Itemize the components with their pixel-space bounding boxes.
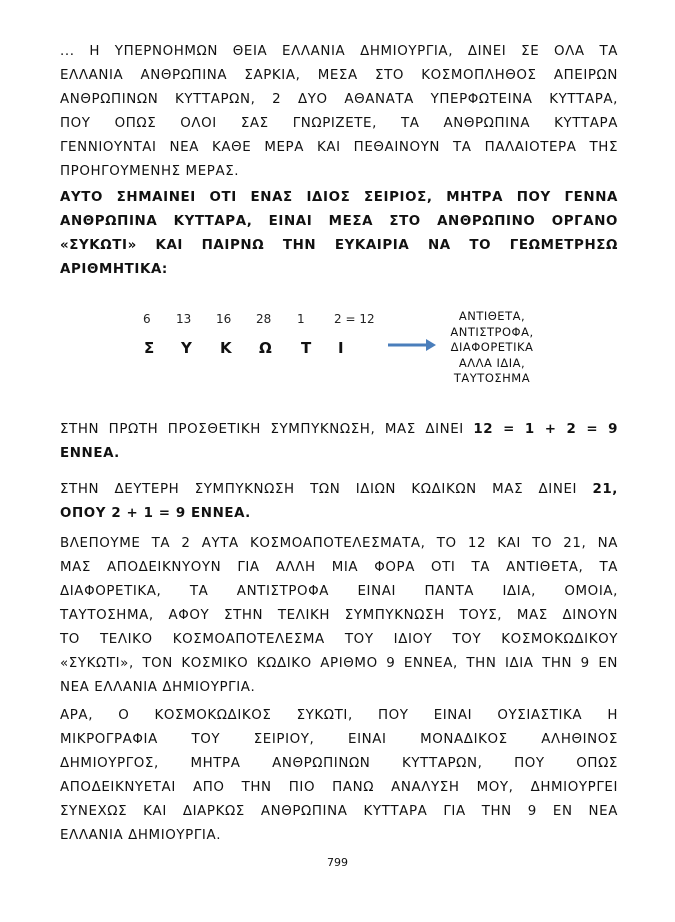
- text-segment: ΒΛΕΠΟΥΜΕ ΤΑ 2 ΑΥΤΑ ΚΟΣΜΟΑΠΟΤΕΛΕΣΜΑΤΑ, ΤΟ 12 ΚΑΙ ΤΟ 21, ΝΑ: [60, 536, 618, 551]
- text-line: [60, 580, 618, 604]
- text-segment: ΓΕΝΝΙΟΥΝΤΑΙ ΝΕΑ ΚΑΘΕ ΜΕΡΑ ΚΑΙ ΠΕΘΑΙΝΟΥΝ ΤΑ ΠΑΛΑΙΟΤΕΡΑ ΤΗΣ: [60, 140, 618, 155]
- result-line: ΑΝΤΙΣΤΡΟΦΑ,: [450, 324, 534, 339]
- text-segment: ΤΑΥΤΟΣΗΜΑ, ΑΦΟΥ ΣΤΗΝ ΤΕΛΙΚΗ ΣΥΜΠΥΚΝΩΣΗ ΤΟΥΣ, ΜΑΣ ΔΙΝΟΥΝ: [60, 608, 618, 623]
- number-label: 28: [256, 312, 272, 326]
- text-line: [60, 776, 618, 800]
- letter-label: Σ: [144, 339, 155, 357]
- text-segment: ΔΗΜΙΟΥΡΓΟΣ, ΜΗΤΡΑ ΑΝΘΡΩΠΙΝΩΝ ΚΥΤΤΑΡΩΝ, ΠΟΥ ΟΠΩΣ: [60, 756, 618, 771]
- text-segment: ... Η ΥΠΕΡΝΟΗΜΩΝ ΘΕΙΑ ΕΛΛΑΝΙΑ ΔΗΜΙΟΥΡΓΙΑ, ΔΙΝΕΙ ΣΕ ΟΛΑ ΤΑ: [60, 44, 618, 59]
- number-label: 13: [176, 312, 192, 326]
- page-number: 799: [327, 856, 348, 869]
- text-segment: ΑΥΤΟ ΣΗΜΑΙΝΕΙ ΟΤΙ ΕΝΑΣ ΙΔΙΟΣ ΣΕΙΡΙΟΣ, ΜΗΤΡΑ ΠΟΥ ΓΕΝΝΑ: [60, 190, 618, 205]
- text-line: [60, 604, 618, 628]
- paragraph: [60, 418, 618, 466]
- result-line: ΔΙΑΦΟΡΕΤΙΚΑ: [450, 340, 534, 354]
- text-line: [60, 258, 618, 282]
- text-segment: ΤΟ ΤΕΛΙΚΟ ΚΟΣΜΟΑΠΟΤΕΛΕΣΜΑ ΤΟΥ ΙΔΙΟΥ ΤΟΥ ΚΟΣΜΟΚΩΔΙΚΟΥ: [60, 632, 618, 647]
- result-line: ΑΛΛΑ ΙΔΙΑ,: [458, 355, 526, 370]
- text-segment: ΑΠΟΔΕΙΚΝΥΕΤΑΙ ΑΠΟ ΤΗΝ ΠΙΟ ΠΑΝΩ ΑΝΑΛΥΣΗ ΜΟΥ, ΔΗΜΙΟΥΡΓΕΙ: [60, 780, 618, 795]
- text-segment: ΜΙΚΡΟΓΡΑΦΙΑ ΤΟΥ ΣΕΙΡΙΟΥ, ΕΙΝΑΙ ΜΟΝΑΔΙΚΟΣ ΑΛΗΘΙΝΟΣ: [60, 732, 618, 747]
- text-segment: ΠΟΥ ΟΠΩΣ ΟΛΟΙ ΣΑΣ ΓΝΩΡΙΖΕΤΕ, ΤΑ ΑΝΘΡΩΠΙΝΑ ΚΥΤΤΑΡΑ: [60, 116, 618, 131]
- text-segment: ΕΛΛΑΝΙΑ ΔΗΜΙΟΥΡΓΙΑ.: [60, 828, 222, 843]
- text-segment: ΑΝΘΡΩΠΙΝΑ ΚΥΤΤΑΡΑ, ΕΙΝΑΙ ΜΕΣΑ ΣΤΟ ΑΝΘΡΩΠΙΝΟ ΟΡΓΑΝΟ: [60, 214, 618, 229]
- text-line: [60, 186, 618, 210]
- text-segment: ΔΙΑΦΟΡΕΤΙΚΑ, ΤΑ ΑΝΤΙΣΤΡΟΦΑ ΕΙΝΑΙ ΠΑΝΤΑ ΙΔΙΑ, ΟΜΟΙΑ,: [60, 584, 618, 599]
- paragraph: [60, 478, 618, 526]
- text-line: [60, 418, 618, 442]
- paragraph: [60, 186, 618, 282]
- text-line: [60, 824, 618, 848]
- number-label: 2 = 12: [334, 312, 375, 326]
- text-segment: 21,: [592, 482, 618, 497]
- text-line: [60, 752, 618, 776]
- text-line: [60, 728, 618, 752]
- text-segment: «ΣΥΚΩΤΙ» ΚΑΙ ΠΑΙΡΝΩ ΤΗΝ ΕΥΚΑΙΡΙΑ ΝΑ ΤΟ ΓΕΩΜΕΤΡΗΣΩ: [60, 238, 618, 253]
- text-segment: 12 = 1 + 2 = 9: [473, 422, 618, 437]
- text-line: [60, 704, 618, 728]
- text-segment: ΑΝΘΡΩΠΙΝΩΝ ΚΥΤΤΑΡΩΝ, 2 ΔΥΟ ΑΘΑΝΑΤΑ ΥΠΕΡΦΩΤΕΙΝΑ ΚΥΤΤΑΡΑ,: [60, 92, 618, 107]
- text-line: [60, 532, 618, 556]
- paragraph: [60, 40, 618, 184]
- text-line: [60, 64, 618, 88]
- text-segment: «ΣΥΚΩΤΙ», ΤΟΝ ΚΟΣΜΙΚΟ ΚΩΔΙΚΟ ΑΡΙΘΜΟ 9 ΕΝΝΕΑ, ΤΗΝ ΙΔΙΑ ΤΗΝ 9 ΕΝ: [60, 656, 618, 671]
- result-text: [412, 309, 572, 387]
- text-line: [60, 628, 618, 652]
- text-line: [60, 88, 618, 112]
- text-segment: ΝΕΑ ΕΛΛΑΝΙΑ ΔΗΜΙΟΥΡΓΙΑ.: [60, 680, 256, 695]
- letter-label: Υ: [181, 339, 192, 357]
- paragraph: [60, 532, 618, 700]
- text-line: [60, 234, 618, 258]
- text-line: [60, 502, 618, 526]
- text-segment: ΑΡΙΘΜΗΤΙΚΑ:: [60, 262, 168, 277]
- text-segment: ΣΤΗΝ ΔΕΥΤΕΡΗ ΣΥΜΠΥΚΝΩΣΗ ΤΩΝ ΙΔΙΩΝ ΚΩΔΙΚΩΝ ΜΑΣ ΔΙΝΕΙ: [60, 482, 593, 497]
- text-segment: ΜΑΣ ΑΠΟΔΕΙΚΝΥΟΥΝ ΓΙΑ ΑΛΛΗ ΜΙΑ ΦΟΡΑ ΟΤΙ ΤΑ ΑΝΤΙΘΕΤΑ, ΤΑ: [60, 560, 618, 575]
- letter-label: Κ: [220, 339, 232, 357]
- text-line: [60, 676, 618, 700]
- text-segment: ΕΝΝΕΑ.: [60, 446, 120, 461]
- text-segment: ΕΛΛΑΝΙΑ ΑΝΘΡΩΠΙΝΑ ΣΑΡΚΙΑ, ΜΕΣΑ ΣΤΟ ΚΟΣΜΟΠΛΗΘΟΣ ΑΠΕΙΡΩΝ: [60, 68, 618, 83]
- result-line: ΑΝΤΙΘΕΤΑ,: [458, 309, 526, 323]
- text-segment: ΑΡΑ, Ο ΚΟΣΜΟΚΩΔΙΚΟΣ ΣΥΚΩΤΙ, ΠΟΥ ΕΙΝΑΙ ΟΥΣΙΑΣΤΙΚΑ Η: [60, 708, 618, 723]
- text-line: [60, 210, 618, 234]
- text-line: [60, 136, 618, 160]
- text-line: [60, 652, 618, 676]
- number-label: 6: [143, 312, 151, 326]
- text-line: [60, 40, 618, 64]
- paragraph: [60, 704, 618, 848]
- text-segment: ΟΠΟΥ 2 + 1 = 9 ΕΝΝΕΑ.: [60, 506, 251, 521]
- text-line: [60, 478, 618, 502]
- text-segment: ΠΡΟΗΓΟΥΜΕΝΗΣ ΜΕΡΑΣ.: [60, 164, 240, 179]
- text-line: [60, 556, 618, 580]
- text-line: [60, 112, 618, 136]
- text-line: [60, 442, 618, 466]
- letter-label: Τ: [301, 339, 312, 357]
- letter-label: Ι: [338, 339, 344, 357]
- number-label: 1: [297, 312, 305, 326]
- text-line: [60, 160, 618, 184]
- number-label: 16: [216, 312, 232, 326]
- result-line: ΤΑΥΤΟΣΗΜΑ: [453, 371, 531, 385]
- text-segment: ΣΥΝΕΧΩΣ ΚΑΙ ΔΙΑΡΚΩΣ ΑΝΘΡΩΠΙΝΑ ΚΥΤΤΑΡΑ ΓΙΑ ΤΗΝ 9 ΕΝ ΝΕΑ: [60, 804, 618, 819]
- text-line: [60, 800, 618, 824]
- letter-label: Ω: [259, 339, 272, 357]
- text-segment: ΣΤΗΝ ΠΡΩΤΗ ΠΡΟΣΘΕΤΙΚΗ ΣΥΜΠΥΚΝΩΣΗ, ΜΑΣ ΔΙΝΕΙ: [60, 422, 474, 437]
